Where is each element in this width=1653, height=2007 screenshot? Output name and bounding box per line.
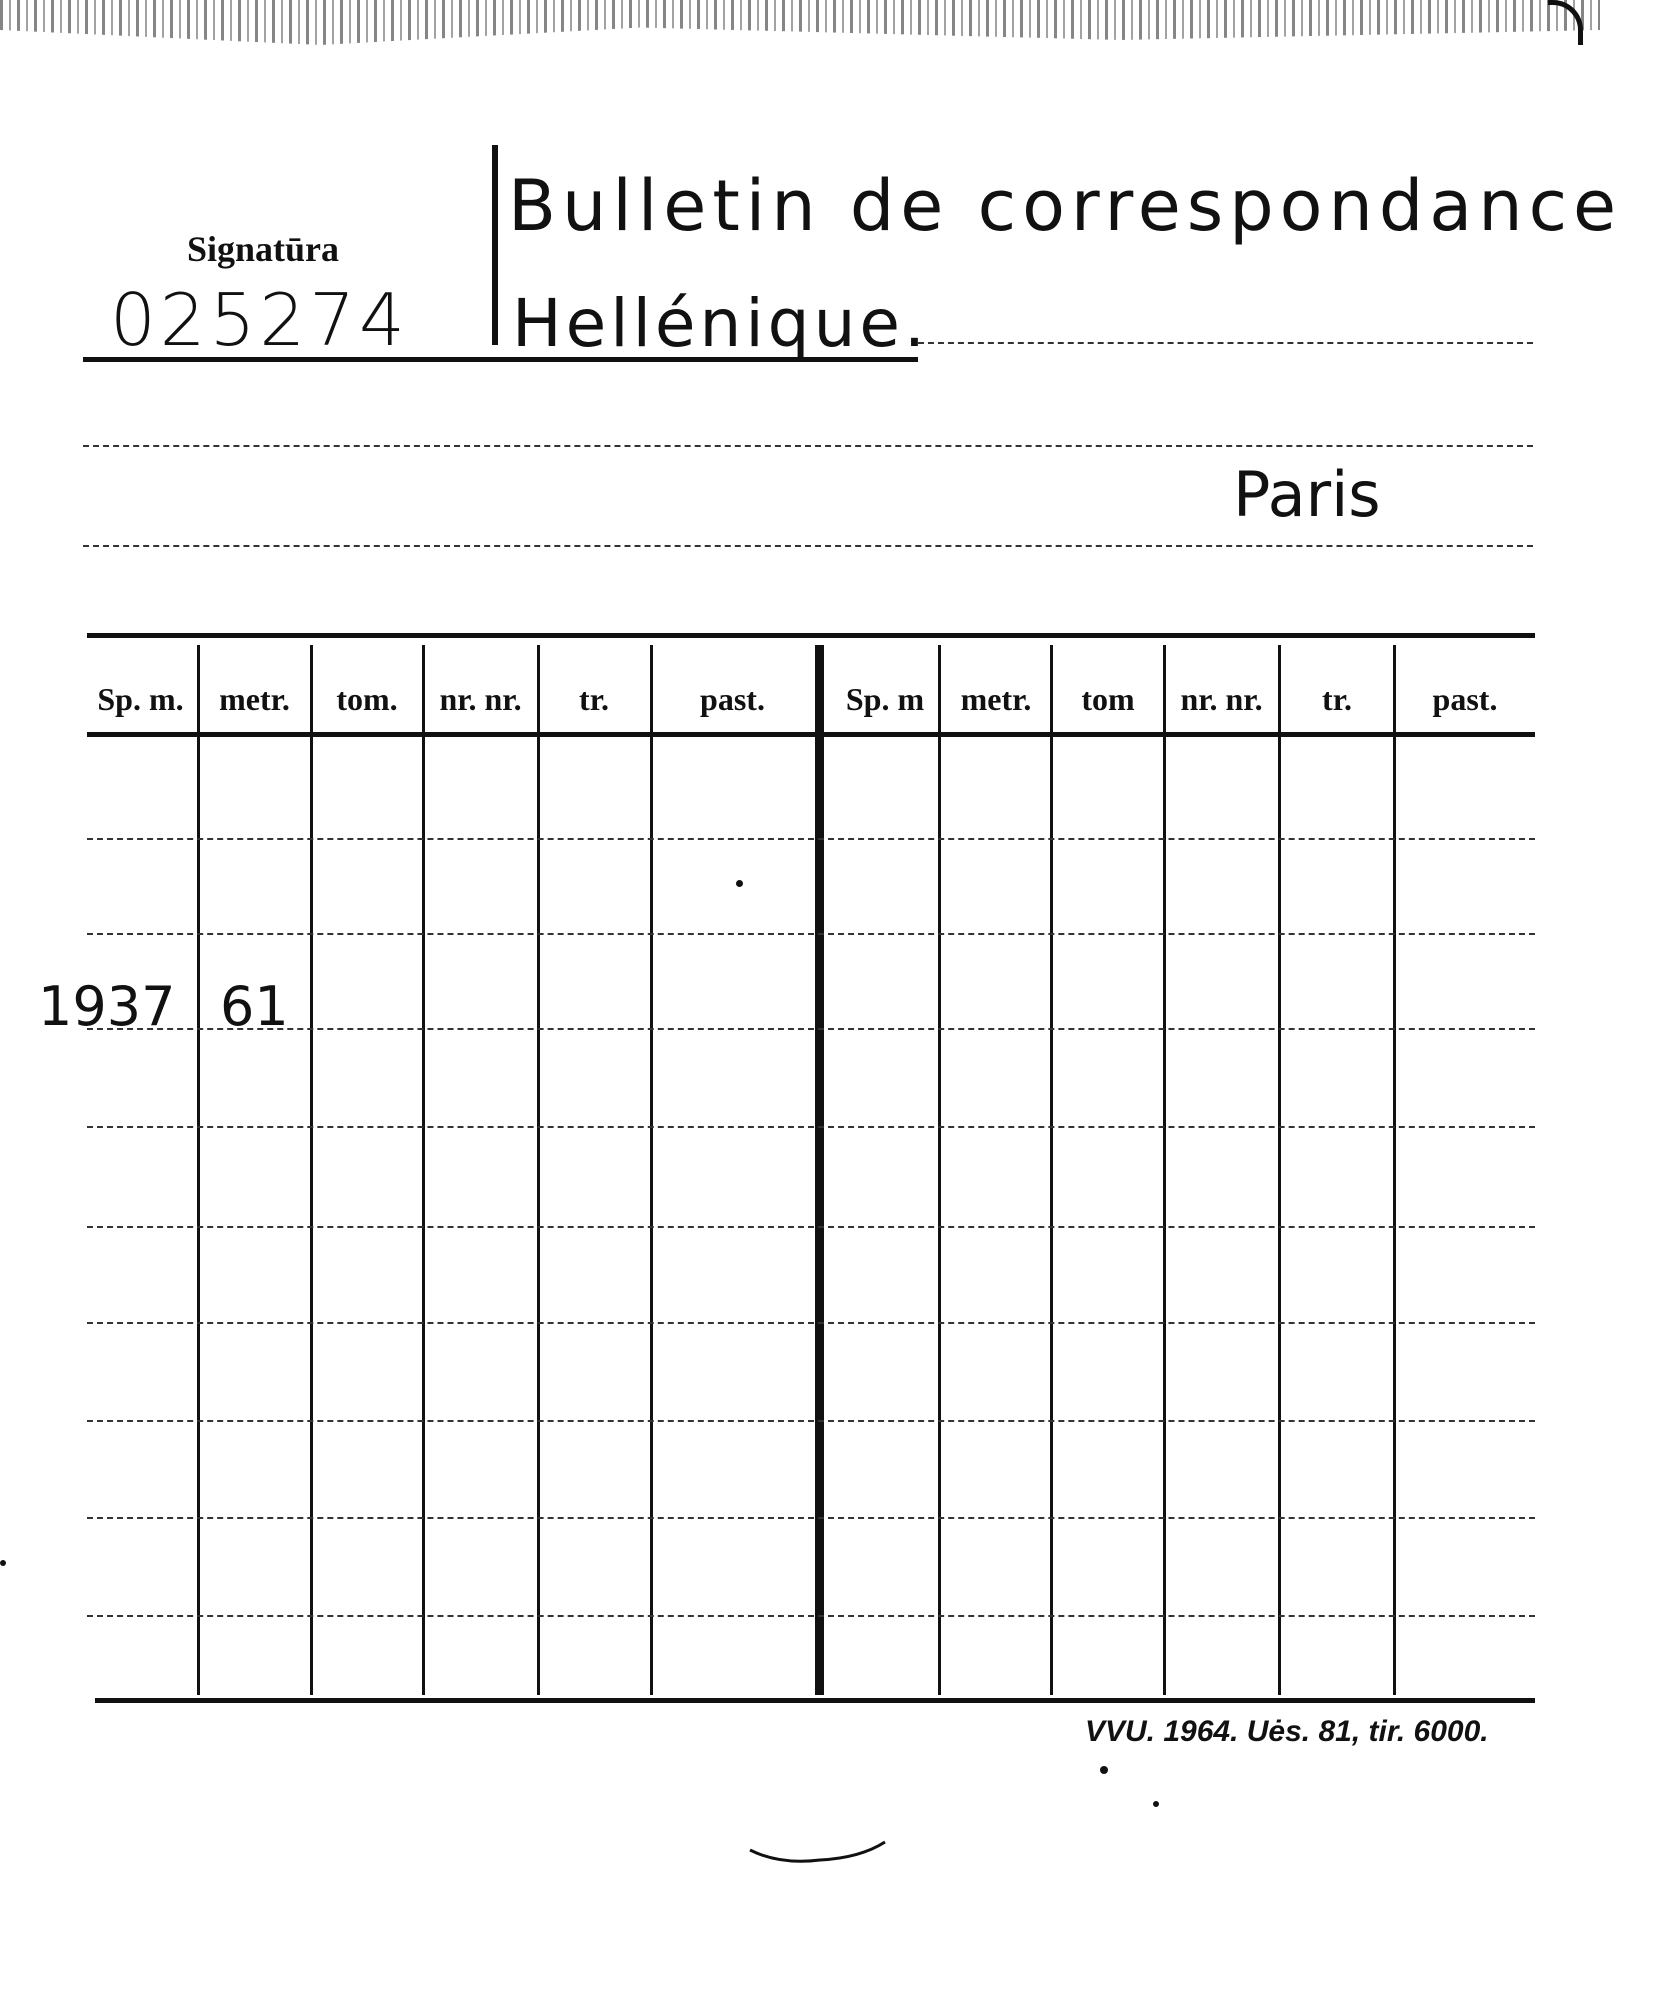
header-metr-left: metr.: [219, 681, 290, 717]
col-divider: [1393, 645, 1396, 1695]
signatura-label: Signatūra: [187, 229, 340, 269]
col-divider: [310, 645, 313, 1695]
row-line: [87, 838, 1535, 840]
row-line: [87, 1420, 1535, 1422]
header-underline: [83, 357, 918, 362]
scan-speck: [736, 880, 743, 887]
row-line: [87, 1126, 1535, 1128]
header-past-left: past.: [700, 681, 765, 717]
header-sp-m-left: Sp. m.: [97, 681, 184, 717]
col-divider: [1163, 645, 1166, 1695]
title-dash-line: [918, 342, 1533, 344]
place-of-publication: Paris: [1233, 458, 1381, 531]
blank-line-2: [83, 545, 1533, 547]
scan-edge-noise: [0, 0, 1600, 50]
row-line: [87, 1028, 1535, 1030]
col-divider: [422, 645, 425, 1695]
scan-speck: [0, 1560, 6, 1566]
header-nr-nr-left: nr. nr.: [439, 681, 522, 717]
row-line: [87, 1322, 1535, 1324]
entry-metr: 61: [220, 975, 289, 1038]
header-tr-right: tr.: [1322, 681, 1352, 717]
scan-speck: [1153, 1801, 1159, 1807]
header-metr-right: metr.: [960, 681, 1032, 717]
col-divider: [1050, 645, 1053, 1695]
header-tom-left: tom.: [336, 681, 398, 717]
row-line: [87, 1615, 1535, 1617]
printer-imprint: VVU. 1964. Uės. 81, tir. 6000.: [1085, 1715, 1489, 1748]
title-line-2: Hellénique.: [512, 285, 929, 362]
entry-year: 1937: [38, 975, 176, 1038]
col-divider: [197, 645, 200, 1695]
header-nr-nr-right: nr. nr.: [1180, 681, 1263, 717]
scan-speck: [1100, 1766, 1108, 1774]
table-header-border: [87, 732, 1535, 737]
col-divider: [650, 645, 653, 1695]
header-divider: [492, 145, 498, 345]
row-line: [87, 1517, 1535, 1519]
header-past-right: past.: [1432, 681, 1498, 717]
col-divider: [938, 645, 941, 1695]
row-line: [87, 933, 1535, 935]
header-tom-right: tom: [1081, 681, 1135, 717]
table-bottom-border: [95, 1698, 1535, 1703]
col-divider: [537, 645, 540, 1695]
table-center-divider: [815, 645, 824, 1695]
header-tr-left: tr.: [579, 681, 609, 717]
signatura-value: 025274: [110, 278, 409, 362]
table-top-border: [87, 633, 1535, 638]
col-divider: [1278, 645, 1281, 1695]
row-line: [87, 1226, 1535, 1228]
scan-scribble: [740, 1830, 900, 1880]
header-sp-m-right: Sp. m: [845, 681, 925, 717]
blank-line-1: [83, 445, 1533, 447]
title-line-1: Bulletin de correspondance: [508, 165, 1623, 247]
